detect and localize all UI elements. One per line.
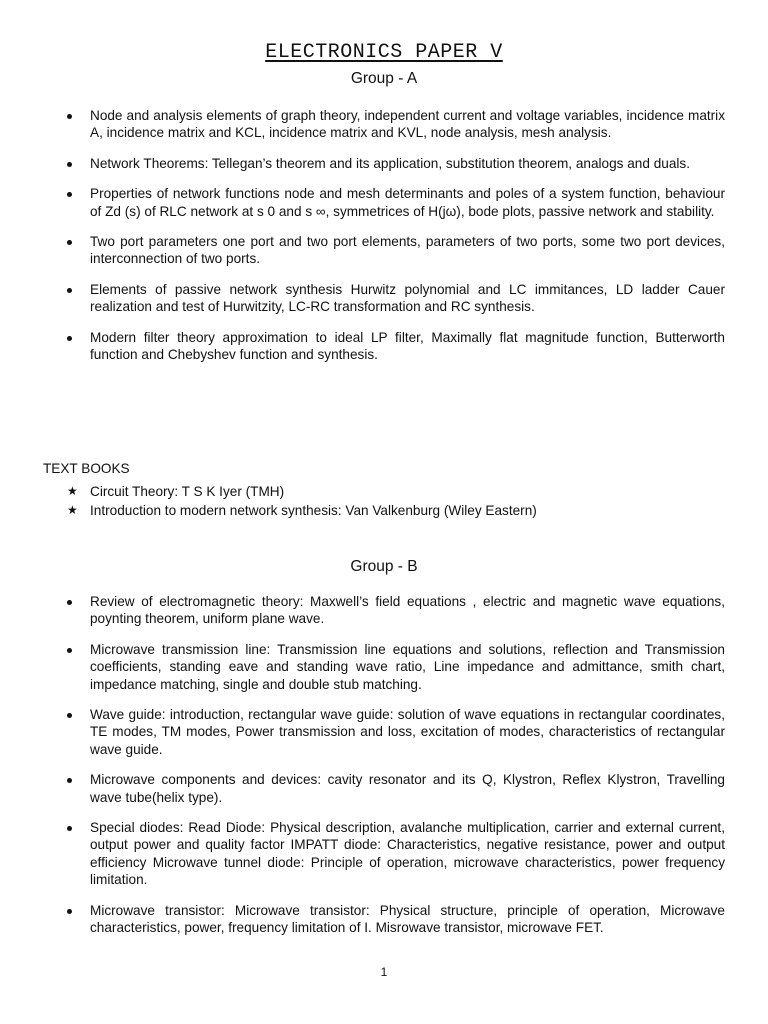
bullet-icon: [67, 909, 72, 914]
list-item: Properties of network functions node and mesh determinants and poles of a system function, behaviour of Zd (s) of RLC network at s 0 and s ∞, symmetrices of H(jω), bode plots, passive network and stability.: [58, 185, 725, 220]
bullet-icon: [67, 336, 72, 341]
group-b-list: [58, 593, 725, 950]
bullet-icon: [67, 778, 72, 783]
group-a-heading: Group - A: [350, 70, 418, 87]
document-title: ELECTRONICS PAPER V: [265, 41, 503, 64]
list-item: Wave guide: introduction, rectangular wave guide: solution of wave equations in rectangular coordinates, TE modes, TM modes, Power transmission and loss, excitation of modes, characteristics of rectangular wave guide.: [58, 706, 725, 758]
list-item: Review of electromagnetic theory: Maxwell’s field equations , electric and magnetic wave equations, poynting theorem, uniform plane wave.: [58, 593, 725, 628]
list-item: Microwave transmission line: Transmission line equations and solutions, reflection and Transmission coefficients, standing eave and standing wave ratio, Line impedance and admittance, smith chart, impedance matching, single and double stub matching.: [58, 641, 725, 693]
list-item: Microwave transistor: Microwave transistor: Physical structure, principle of operation, Microwave characteristics, power, frequency limitation of I. Misrowave transistor, microwave FET.: [58, 902, 725, 937]
list-item: Microwave components and devices: cavity resonator and its Q, Klystron, Reflex Klystron, Travelling wave tube(helix type).: [58, 771, 725, 806]
bullet-icon: [67, 162, 72, 167]
group-b-heading: Group - B: [350, 558, 418, 575]
list-item: Network Theorems: Tellegan’s theorem and its application, substitution theorem, analogs and duals.: [58, 155, 725, 172]
list-item: ★ Introduction to modern network synthesis: Van Valkenburg (Wiley Eastern): [67, 503, 537, 518]
bullet-icon: [67, 192, 72, 197]
list-item: Special diodes: Read Diode: Physical description, avalanche multiplication, carrier and external current, output power and quality factor IMPATT diode: Characteristics, negative resistance, power and output efficiency Microwave tunnel diode: Principle of operation, microwave characteristics, power frequency limitation.: [58, 819, 725, 889]
list-item: ★ Circuit Theory: T S K Iyer (TMH): [67, 484, 285, 499]
bullet-icon: [67, 288, 72, 293]
bullet-icon: [67, 713, 72, 718]
bullet-icon: [67, 600, 72, 605]
star-icon: ★: [67, 503, 78, 517]
list-item: Two port parameters one port and two port elements, parameters of two ports, some two port devices, interconnection of two ports.: [58, 233, 725, 268]
text-books-heading: TEXT BOOKS: [43, 461, 130, 476]
text-books-list: [58, 482, 537, 520]
star-icon: ★: [67, 484, 78, 498]
bullet-icon: [67, 114, 72, 119]
list-item: Modern filter theory approximation to ideal LP filter, Maximally flat magnitude function, Butterworth function and Chebyshev function and synthesis.: [58, 329, 725, 364]
page-number: 1: [380, 965, 388, 979]
bullet-icon: [67, 240, 72, 245]
group-a-list: [58, 107, 725, 376]
bullet-icon: [67, 648, 72, 653]
list-item: Node and analysis elements of graph theory, independent current and voltage variables, incidence matrix A, incidence matrix and KCL, incidence matrix and KVL, node analysis, mesh analysis.: [58, 107, 725, 142]
bullet-icon: [67, 826, 72, 831]
list-item: Elements of passive network synthesis Hurwitz polynomial and LC immitances, LD ladder Cauer realization and test of Hurwitzity, LC-RC transformation and RC synthesis.: [58, 281, 725, 316]
